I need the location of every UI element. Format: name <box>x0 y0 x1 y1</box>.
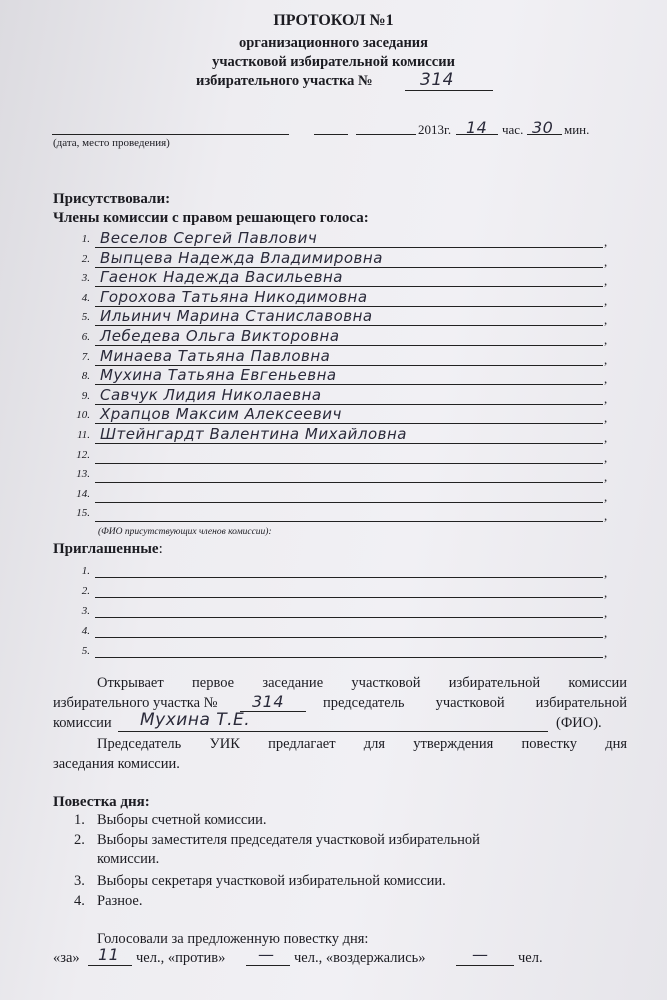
agenda-item-text: Выборы секретаря участковой избирательной комиссии. <box>97 873 446 889</box>
year-label: 2013г. <box>418 122 452 137</box>
member-number: 13. <box>76 468 90 481</box>
invited-comma: , <box>604 625 608 640</box>
agenda-heading: Повестка дня: <box>53 794 150 810</box>
member-comma: , <box>604 273 608 289</box>
member-comma: , <box>604 449 608 465</box>
opening-line-2b: председатель участковой избирательной <box>323 695 627 711</box>
invited-number: 5. <box>81 645 90 657</box>
member-name-handwritten: Штейнгардт Валентина Михайловна <box>100 425 408 443</box>
member-number: 8. <box>81 370 90 383</box>
member-comma: , <box>604 234 608 249</box>
member-comma: , <box>604 488 608 504</box>
station-number-underline <box>405 90 493 91</box>
agenda-item-number: 2. <box>74 832 85 848</box>
member-number: 5. <box>81 311 90 324</box>
vote-intro: Голосовали за предложенную повестку дня: <box>97 931 369 947</box>
min-label: мин. <box>564 122 590 137</box>
member-name-handwritten: Минаева Татьяна Павловна <box>100 346 331 365</box>
invited-number: 4. <box>81 625 90 637</box>
member-number: 15. <box>76 507 90 520</box>
member-number: 3. <box>81 272 90 285</box>
member-name-handwritten: Горохова Татьяна Никодимовна <box>100 287 368 306</box>
invited-comma: , <box>604 565 608 580</box>
invited-underline <box>95 657 603 658</box>
header-line-3: участковой избирательной комиссии <box>212 54 455 70</box>
hour-handwritten: 14 <box>466 118 488 137</box>
member-comma: , <box>604 253 608 269</box>
member-number: 10. <box>76 409 90 422</box>
header-line-2: организационного заседания <box>238 35 429 51</box>
member-comma: , <box>604 371 608 387</box>
invited-heading-text: Приглашенные <box>53 541 159 557</box>
member-comma: , <box>604 410 608 426</box>
member-comma: , <box>604 292 608 308</box>
chair-name-handwritten: Мухина Т.Е. <box>140 710 251 730</box>
month-underline <box>356 134 416 135</box>
opening-line-1: Открывает первое заседание участковой избирательной комиссии <box>97 675 627 691</box>
invited-number: 1. <box>81 565 90 577</box>
invited-number: 3. <box>81 605 90 617</box>
member-comma: , <box>604 332 608 347</box>
invited-colon: : <box>158 541 163 557</box>
agenda-item-number: 4. <box>74 893 85 909</box>
invited-underline <box>95 577 603 578</box>
opening-line-3a: комиссии <box>53 715 112 731</box>
hour-label: час. <box>502 122 524 137</box>
member-name-handwritten: Ильинич Марина Станиславовна <box>100 307 373 326</box>
member-underline <box>95 502 603 503</box>
invited-underline <box>95 617 603 618</box>
invited-comma: , <box>604 605 608 620</box>
agenda-item-text: Выборы счетной комиссии. <box>97 812 267 828</box>
station-number-handwritten: 314 <box>420 70 454 90</box>
day-underline <box>314 134 348 135</box>
member-name-handwritten: Лебедева Ольга Викторовна <box>100 327 340 345</box>
member-underline <box>95 482 603 483</box>
invited-comma: , <box>604 645 608 660</box>
member-comma: , <box>604 390 608 406</box>
member-comma: , <box>604 508 608 524</box>
date-place-underline <box>52 134 289 135</box>
member-number: 7. <box>81 350 90 363</box>
member-underline <box>95 443 603 444</box>
member-number: 14. <box>76 487 90 500</box>
member-number: 4. <box>81 291 90 304</box>
opening-station-handwritten: 314 <box>252 692 285 711</box>
opening-para2-line1: Председатель УИК предлагает для утверждения повестку дня <box>97 736 627 752</box>
member-name-handwritten: Савчук Лидия Николаевна <box>100 385 322 404</box>
agenda-item-number: 1. <box>74 812 85 828</box>
invited-underline <box>95 637 603 638</box>
invited-number: 2. <box>81 585 90 597</box>
opening-para2-line2: заседания комиссии. <box>53 756 180 772</box>
agenda-item-text: Разное. <box>97 893 143 909</box>
header-line-4: избирательного участка № <box>196 73 373 89</box>
member-number: 1. <box>81 233 90 245</box>
vote-chel-3: чел. <box>518 950 543 966</box>
date-caption: (дата, место проведения) <box>53 137 170 149</box>
invited-comma: , <box>604 585 608 600</box>
member-comma: , <box>604 430 608 445</box>
vote-chel-1: чел., «против» <box>136 950 226 966</box>
vote-za-underline <box>88 965 132 966</box>
agenda-item-text: комиссии. <box>97 851 160 867</box>
opening-line-2a: избирательного участка № <box>53 695 218 711</box>
vote-protiv-value: — <box>258 945 275 964</box>
member-name-handwritten: Гаенок Надежда Васильевна <box>100 268 343 287</box>
vote-vozd-underline <box>456 965 514 966</box>
vote-protiv-underline <box>246 965 290 966</box>
member-name-handwritten: Выпцева Надежда Владимировна <box>100 248 383 267</box>
agenda-item-text: Выборы заместителя председателя участковой избирательной <box>97 832 480 848</box>
opening-line-3b: (ФИО). <box>556 715 602 731</box>
members-caption: (ФИО присутствующих членов комиссии): <box>98 527 272 537</box>
agenda-item-number: 3. <box>74 873 85 889</box>
vote-vozd-value: — <box>472 945 489 964</box>
present-heading: Присутствовали: <box>53 191 171 207</box>
member-number: 6. <box>81 331 90 343</box>
member-underline <box>95 521 603 522</box>
member-number: 9. <box>81 389 90 402</box>
member-comma: , <box>604 351 608 367</box>
member-underline <box>95 463 603 464</box>
vote-chel-2: чел., «воздержались» <box>294 950 426 966</box>
invited-heading <box>53 541 163 558</box>
invited-underline <box>95 597 603 598</box>
member-number: 12. <box>76 448 90 461</box>
protocol-title: ПРОТОКОЛ №1 <box>273 12 394 29</box>
vote-za-label: «за» <box>53 950 80 966</box>
member-name-handwritten: Веселов Сергей Павлович <box>100 229 318 247</box>
member-comma: , <box>604 312 608 328</box>
chair-name-underline <box>118 731 548 732</box>
member-name-handwritten: Храпцов Максим Алексеевич <box>100 405 342 424</box>
vote-za-value: 11 <box>98 945 120 964</box>
members-subheading: Члены комиссии с правом решающего голоса: <box>53 210 369 226</box>
member-number: 2. <box>81 252 90 265</box>
member-number: 11. <box>77 429 90 441</box>
min-handwritten: 30 <box>532 118 554 137</box>
member-comma: , <box>604 469 608 485</box>
member-name-handwritten: Мухина Татьяна Евгеньевна <box>100 366 337 385</box>
